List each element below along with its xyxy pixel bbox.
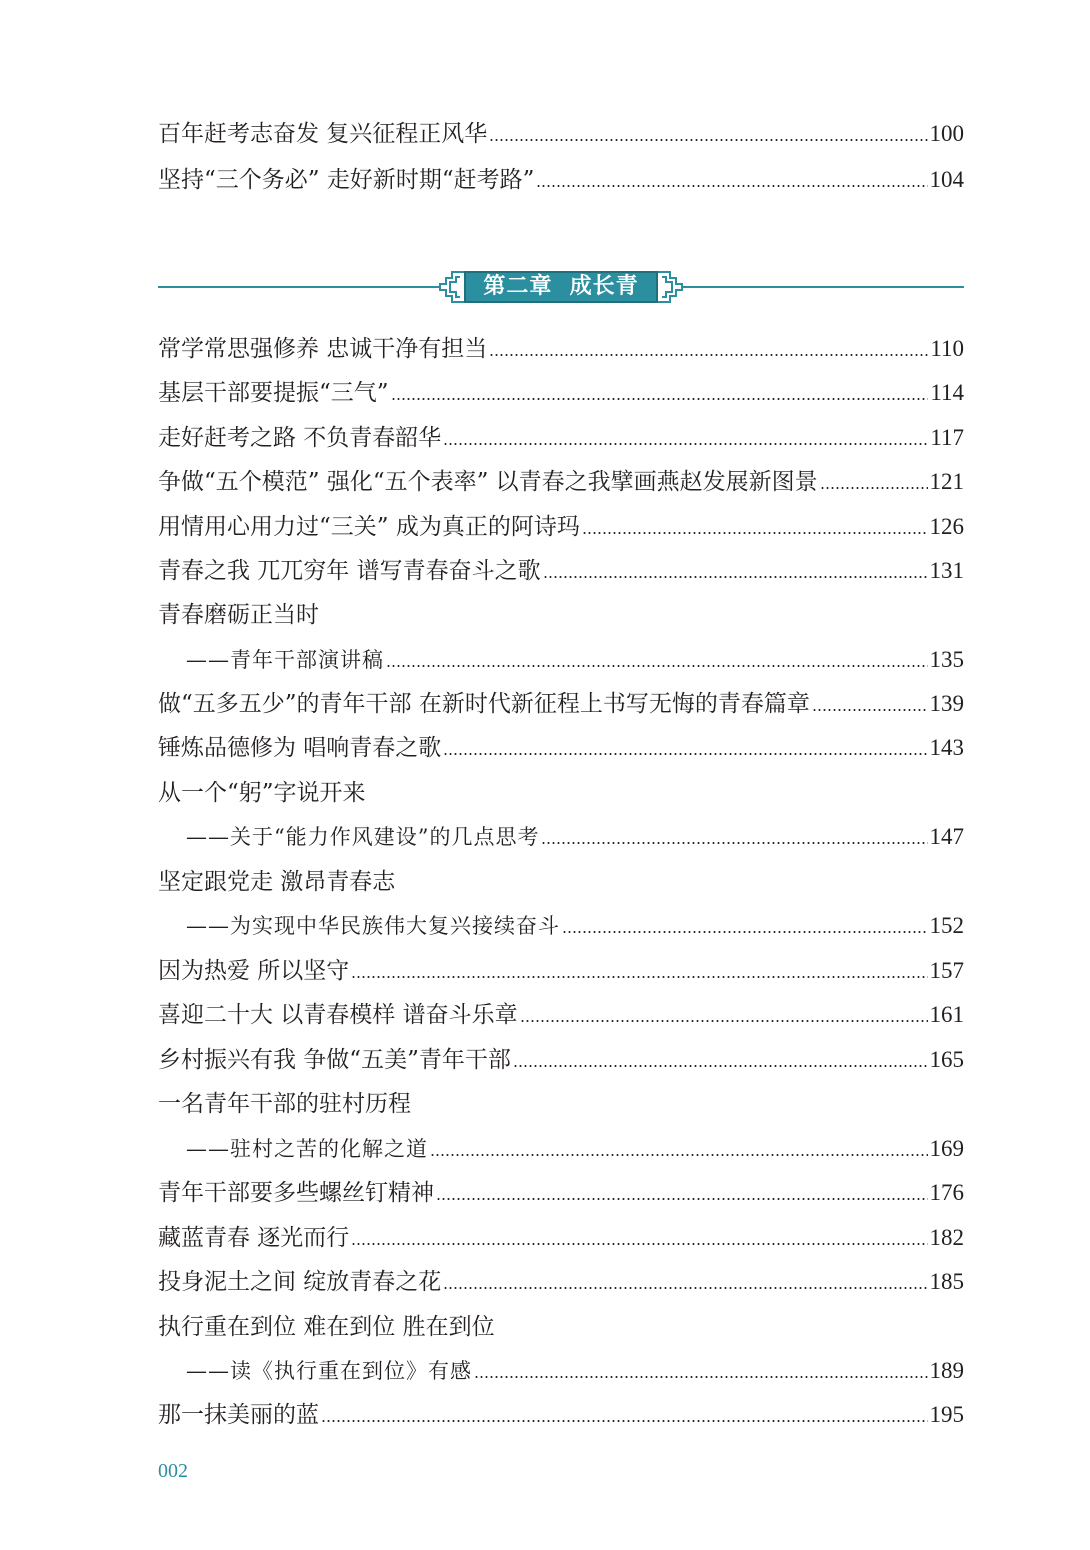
toc-entry[interactable] [158,911,964,941]
toc-entry-heading[interactable] [158,1089,964,1119]
toc-entry-title: 那一抹美丽的蓝 [158,1402,319,1428]
toc-entry[interactable] [158,512,964,542]
toc-entry-page: 139 [929,691,964,716]
dot-leader [351,974,927,980]
toc-entry-subtitle: ——读《执行重在到位》有感 [186,1359,472,1383]
toc-entry[interactable] [158,467,964,497]
dot-leader [443,751,927,757]
dot-leader [489,137,927,143]
toc-entry-page: 182 [929,1225,964,1250]
toc-entry-title: 喜迎二十大 以青春模样 谱奋斗乐章 [158,1002,518,1028]
toc-entry-page: 131 [929,558,964,583]
toc-entry[interactable] [158,822,964,852]
toc-entry[interactable] [158,1000,964,1030]
chapter-heading [158,268,964,308]
dot-leader [430,1152,928,1158]
dot-leader [513,1063,928,1069]
toc-entry[interactable] [158,1356,964,1386]
toc-entry-heading[interactable] [158,867,964,897]
dot-leader [391,396,929,402]
toc-entry-title: 一名青年干部的驻村历程 [158,1091,411,1117]
toc-entry-page: 189 [929,1358,964,1383]
toc-entry-title: 青春之我 兀兀穷年 谱写青春奋斗之歌 [158,558,541,584]
toc-entry[interactable] [158,119,964,149]
toc-entry[interactable] [158,378,964,408]
toc-entry-subtitle: ——驻村之苦的化解之道 [186,1137,428,1161]
dot-leader [562,929,928,935]
toc-entry-page: 117 [930,425,964,450]
toc-entry[interactable] [158,733,964,763]
toc-entry-title: 做“五多五少”的青年干部 在新时代新征程上书写无悔的青春篇章 [158,691,810,717]
toc-entry[interactable] [158,1134,964,1164]
dot-leader [351,1241,927,1247]
toc-entry-title: 执行重在到位 难在到位 胜在到位 [158,1314,495,1340]
toc-entry[interactable] [158,556,964,586]
toc-entry-heading[interactable] [158,600,964,630]
page-number: 002 [158,1460,188,1482]
toc-entry-page: 114 [930,380,964,405]
toc-entry[interactable] [158,1223,964,1253]
dot-leader [489,352,928,358]
toc-entry[interactable] [158,334,964,364]
toc-entry-page: 185 [929,1269,964,1294]
toc-entry-subtitle: ——青年干部演讲稿 [186,648,384,672]
toc-entry-heading[interactable] [158,778,964,808]
toc-entry-page: 147 [929,824,964,849]
toc-entry-page: 104 [929,167,964,192]
toc-entry-page: 135 [929,647,964,672]
toc-entry-title: 青年干部要多些螺丝钉精神 [158,1180,434,1206]
toc-entry-title: 争做“五个模范” 强化“五个表率” 以青春之我擘画燕赵发展新图景 [158,469,818,495]
toc-entry[interactable] [158,1045,964,1075]
toc-entry-subtitle: ——为实现中华民族伟大复兴接续奋斗 [186,914,560,938]
toc-entry-subtitle: ——关于“能力作风建设”的几点思考 [186,825,540,849]
dot-leader [541,840,927,846]
dot-leader [386,663,928,669]
toc-entry-page: 157 [929,958,964,983]
dot-leader [536,183,927,189]
toc-entry-page: 161 [929,1002,964,1027]
toc-entry-page: 169 [929,1136,964,1161]
toc-entry-title: 青春磨砺正当时 [158,602,319,628]
toc-entry-page: 126 [929,514,964,539]
dot-leader [812,707,928,713]
toc-entry-title: 坚持“三个务必” 走好新时期“赶考路” [158,167,535,193]
toc-entry[interactable] [158,645,964,675]
toc-entry[interactable] [158,689,964,719]
toc-entry-title: 坚定跟党走 激昂青春志 [158,869,396,895]
chapter-title: 第二章 成长青 [464,271,658,303]
toc-entry-title: 百年赶考志奋发 复兴征程正风华 [158,121,488,147]
toc-entry[interactable] [158,956,964,986]
toc-entry-title: 从一个“躬”字说开来 [158,780,366,806]
toc-entry-title: 藏蓝青春 逐光而行 [158,1225,350,1251]
toc-entry-page: 121 [929,469,964,494]
toc-entry-page: 195 [929,1402,964,1427]
toc-entry-page: 143 [929,735,964,760]
dot-leader [443,1285,927,1291]
toc-entry-page: 100 [929,121,964,146]
toc-entry-heading[interactable] [158,1312,964,1342]
toc-entry-title: 基层干部要提振“三气” [158,380,389,406]
chapter-rule-left [158,286,440,288]
toc-entry-page: 152 [929,913,964,938]
toc-entry-page: 165 [929,1047,964,1072]
scroll-ornament-icon [654,268,684,306]
dot-leader [474,1374,928,1380]
toc-entry-page: 176 [929,1180,964,1205]
toc-entry[interactable] [158,1400,964,1430]
toc-entry-title: 锤炼品德修为 唱响青春之歌 [158,735,442,761]
dot-leader [520,1018,928,1024]
toc-entry-title: 因为热爱 所以坚守 [158,958,350,984]
toc-entry-page: 110 [930,336,964,361]
toc-entry[interactable] [158,423,964,453]
chapter-rule-right [682,286,964,288]
toc-entry[interactable] [158,1267,964,1297]
dot-leader [582,530,928,536]
dot-leader [321,1418,928,1424]
dot-leader [443,441,928,447]
toc-entry-title: 乡村振兴有我 争做“五美”青年干部 [158,1047,511,1073]
toc-entry[interactable] [158,165,964,195]
toc-entry-title: 走好赶考之路 不负青春韶华 [158,425,442,451]
dot-leader [543,574,928,580]
toc-entry-title: 用情用心用力过“三关” 成为真正的阿诗玛 [158,514,580,540]
toc-entry-title: 投身泥土之间 绽放青春之花 [158,1269,442,1295]
dot-leader [820,485,928,491]
toc-entry-title: 常学常思强修养 忠诚干净有担当 [158,336,488,362]
toc-entry[interactable] [158,1178,964,1208]
dot-leader [436,1196,928,1202]
